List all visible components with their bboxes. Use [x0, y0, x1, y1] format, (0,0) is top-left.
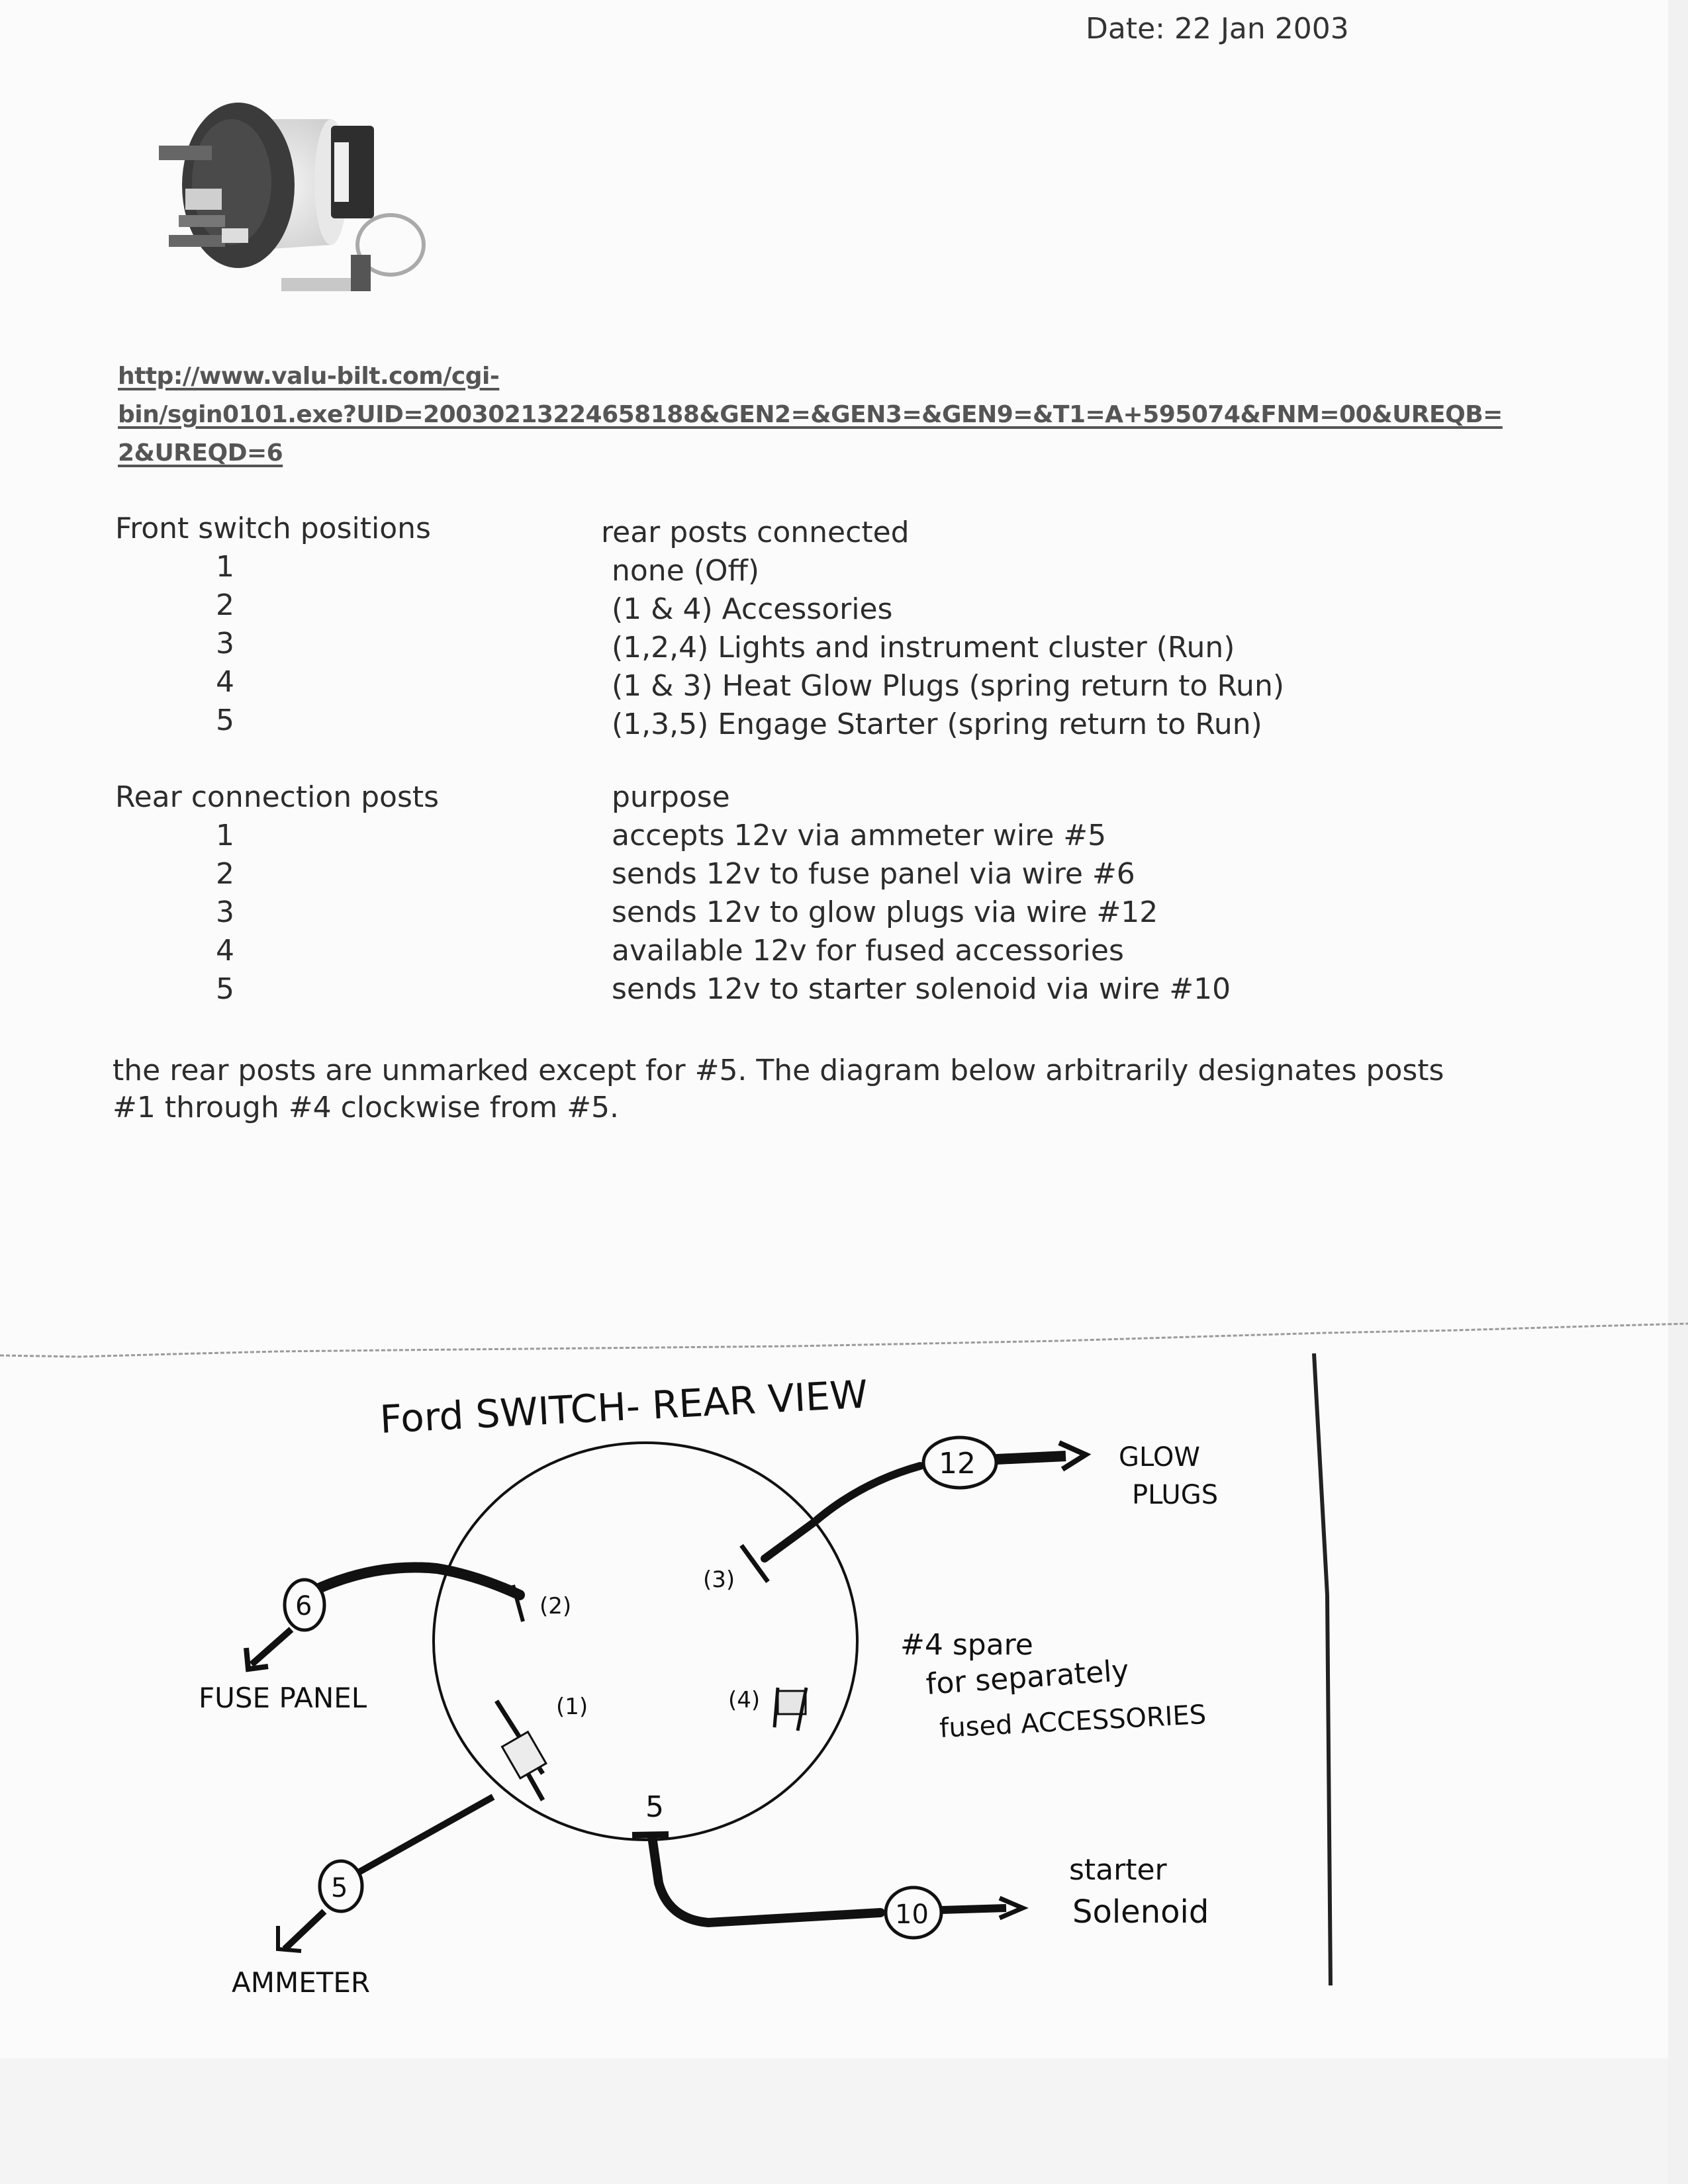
column-header: Rear connection posts: [115, 780, 440, 814]
front-switch-positions-column: [115, 510, 579, 740]
post-1-wire-5: [232, 1694, 588, 1999]
scan-bottom-shade: [0, 2058, 1668, 2184]
post-5-wire-10: [632, 1790, 1209, 1938]
note-line: #1 through #4 clockwise from #5.: [113, 1091, 619, 1124]
connected-value: none (Off): [612, 554, 760, 588]
connected-value: (1 & 3) Heat Glow Plugs (spring return to Run): [612, 669, 1284, 703]
wire-number: 6: [295, 1591, 312, 1621]
purpose-value: available 12v for fused accessories: [612, 934, 1124, 968]
starter-solenoid-label: starter: [1069, 1853, 1167, 1887]
starter-solenoid-label: Solenoid: [1072, 1893, 1209, 1931]
link-line[interactable]: 2&UREQD=6: [118, 439, 283, 467]
link-line[interactable]: bin/sgin0101.exe?UID=20030213224658188&GEN2=&GEN3=&GEN9=&T1=A+595074&FNM=00&UREQB=: [118, 401, 1503, 428]
position-number: 1: [216, 550, 234, 584]
product-link[interactable]: [118, 357, 1541, 473]
rear-connection-posts-column: [115, 778, 579, 1009]
post-4-spare: [728, 1628, 1207, 1744]
column-header: rear posts connected: [601, 516, 910, 549]
purpose-value: sends 12v to starter solenoid via wire #10: [612, 972, 1231, 1006]
spare-note: fused ACCESSORIES: [939, 1699, 1207, 1744]
post-label: 5: [645, 1790, 664, 1824]
post-label: (2): [539, 1593, 572, 1619]
position-number: 3: [216, 627, 234, 660]
margin-line: [1314, 1353, 1327, 1595]
note-line: the rear posts are unmarked except for #5. The diagram below arbitrarily designates posts: [113, 1054, 1444, 1087]
column-header: purpose: [612, 780, 730, 814]
diagram-note: [113, 1052, 1503, 1126]
ammeter-label: AMMETER: [232, 1966, 371, 1999]
purpose-column: [601, 778, 1594, 1009]
diagram-title: Ford SWITCH- REAR VIEW: [379, 1371, 869, 1442]
post-number: 4: [216, 934, 234, 968]
wire-number: 5: [331, 1873, 348, 1903]
fuse-panel-label: FUSE PANEL: [199, 1682, 367, 1714]
post-label: (4): [728, 1687, 761, 1713]
spare-note: for separately: [925, 1653, 1131, 1702]
purpose-value: sends 12v to fuse panel via wire #6: [612, 857, 1135, 891]
post-number: 2: [216, 857, 234, 891]
wire-number: 12: [939, 1447, 976, 1480]
document-date: Date: 22 Jan 2003: [1086, 12, 1349, 46]
post-2-wire-6: [199, 1567, 571, 1714]
post-3-wire-12: [703, 1437, 1218, 1593]
ignition-switch-photo-icon: [132, 79, 437, 291]
link-line[interactable]: http://www.valu-bilt.com/cgi-: [118, 363, 500, 390]
position-number: 4: [216, 665, 234, 699]
position-number: 2: [216, 588, 234, 622]
post-number: 5: [216, 972, 234, 1006]
post-number: 3: [216, 895, 234, 929]
position-number: 5: [216, 704, 234, 737]
column-header: Front switch positions: [115, 512, 431, 545]
wire-number: 10: [895, 1899, 929, 1930]
glow-plugs-label: PLUGS: [1132, 1480, 1219, 1510]
connected-value: (1 & 4) Accessories: [612, 592, 893, 626]
purpose-value: accepts 12v via ammeter wire #5: [612, 819, 1107, 852]
rear-posts-connected-column: [601, 514, 1594, 744]
margin-line: [1327, 1595, 1331, 1985]
switch-body-circle: [434, 1443, 857, 1840]
purpose-value: sends 12v to glow plugs via wire #12: [612, 895, 1158, 929]
post-label: (1): [556, 1694, 588, 1720]
post-number: 1: [216, 819, 234, 852]
spare-note: #4 spare: [900, 1628, 1033, 1662]
post-label: (3): [703, 1567, 735, 1593]
glow-plugs-label: GLOW: [1119, 1442, 1200, 1473]
ford-switch-rear-view-diagram: [0, 1343, 1688, 2071]
connected-value: (1,2,4) Lights and instrument cluster (Run): [612, 631, 1235, 664]
connected-value: (1,3,5) Engage Starter (spring return to Run): [612, 707, 1262, 741]
